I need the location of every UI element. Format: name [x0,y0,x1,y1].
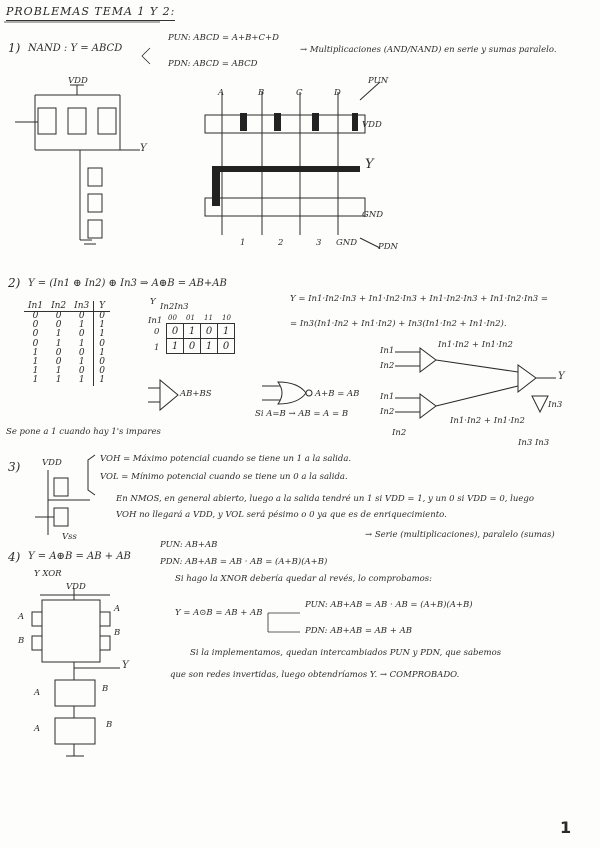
p4-pun: PUN: AB+AB [160,540,218,550]
gate-y: Y [558,371,565,382]
truth-cell: 1 [55,338,62,349]
truth-cell: 0 [94,312,110,322]
layout-pun-label: PUN [368,76,389,86]
p4-serie: → Serie (multiplicaciones), paralelo (sumas) [365,530,555,540]
layout-pdn-label: PDN [378,242,398,252]
tt-header-y: Y [94,301,110,312]
kmap-col-01: 01 [186,314,195,322]
truth-cell: 0 [78,311,85,321]
kmap-row [167,339,235,354]
truth-cell: 1 [55,366,62,377]
gate-in-1: In1 [380,346,395,356]
p2-label: Y = (In1 ⊕ In2) ⊕ In3 ⇒ A⊕B = AB+AB [28,278,227,289]
truth-cell: 0 [32,329,39,340]
kmap-cell: 1 [201,339,218,354]
p3-number: 3) [8,460,21,474]
kmap-y: Y [150,297,156,307]
truth-cell: 1 [32,375,39,386]
tt-header-in3: In3 [70,301,94,312]
karnaugh-map [166,323,235,354]
truth-cell: 0 [78,347,85,358]
p4-letter-b3: B [102,684,109,694]
layout-top-a: A [218,88,225,98]
p4-letter-a1: A [18,612,25,622]
kmap-cell: 1 [167,339,184,354]
kmap-corner: In2In3 [160,302,189,312]
p4-concl2: que son redes invertidas, luego obtendríamos Y. → COMPROBADO. [170,670,460,680]
kmap-row-1: 1 [154,343,160,353]
p4-number: 4) [8,550,21,564]
p4-y: Y [122,660,129,671]
layout-bottom-2: 2 [278,238,284,248]
truth-cell: 1 [94,321,110,330]
p3-voh: VOH = Máximo potencial cuando se tiene un 1 a la salida. [100,454,352,464]
p4-pdn: PDN: AB+AB = AB · AB = (A+B)(A+B) [160,557,328,567]
p4-pdn2: PDN: AB+AB = AB + AB [305,626,412,636]
tt-header-in1: In1 [24,301,47,312]
truth-cell: 0 [78,366,85,377]
page-title: PROBLEMAS TEMA 1 Y 2: [6,5,175,21]
p1-nand-label: NAND : Y = ABCD [28,43,123,54]
truth-cell: 1 [94,330,110,339]
kmap-cell: 0 [218,339,235,354]
layout-vdd-label: VDD [362,120,382,130]
truth-cell: 1 [32,357,39,368]
kmap-cell: 0 [201,324,218,339]
layout-top-b: B [258,88,265,98]
truth-cell: 0 [94,340,110,349]
kmap-cell: 1 [218,324,235,339]
truth-cell: 0 [94,358,110,367]
truth-cell: 0 [55,311,62,321]
p1-vdd: VDD [68,76,88,86]
page-number: 1 [560,818,572,837]
p1-note: → Multiplicaciones (AND/NAND) en serie y sumas paralelo. [300,45,557,55]
p4-letter-b1: B [18,636,25,646]
gate-in-4: In2 [380,407,395,417]
p4-letter-b4: B [106,720,113,730]
truth-cell: 0 [94,367,110,376]
p4-label: Y = A⊕B = AB + AB [28,551,131,562]
layout-top-c: C [296,88,303,98]
gate-out-top: In1·In2 + In1·In2 [438,340,513,350]
p3-vdd: VDD [42,458,62,468]
kmap-col-11: 11 [204,314,213,322]
p2-comment: Se pone a 1 cuando hay 1's impares [6,427,161,437]
p4-xnor-intro: Si hago la XNOR debería quedar al revés, lo comprobamos: [175,574,432,584]
gate-in3-pair: In3 In3 [518,438,550,448]
p4-letter-a2: A [114,604,121,614]
truth-cell: 1 [32,366,39,377]
p4-vdd: VDD [66,582,86,592]
gate-in-3: In1 [380,392,395,402]
layout-bottom-1: 1 [240,238,246,248]
p2-number: 2) [8,276,21,290]
truth-cell: 1 [94,349,110,358]
p4-letter-a3: A [34,688,41,698]
p4-xor: Y XOR [34,569,62,579]
gate-in-5: In2 [392,428,407,438]
gate-in3: In3 [548,400,563,410]
truth-cell: 0 [32,320,39,331]
truth-cell: 1 [55,375,62,386]
truth-cell: 1 [78,320,85,331]
kmap-col-10: 10 [222,314,231,322]
kmap-cell: 0 [167,324,184,339]
truth-cell: 0 [32,338,39,349]
truth-cell: 0 [55,347,62,358]
truth-cell: 0 [55,357,62,368]
truth-cell: 1 [78,357,85,368]
truth-table [24,301,110,386]
layout-y-label: Y [365,157,374,172]
p3-vol: VOL = Mínimo potencial cuando se tiene un 0 a la salida. [100,472,348,482]
truth-cell: 1 [94,376,110,385]
layout-gnd-label: GND [362,210,384,220]
kmap-row-0: 0 [154,327,160,337]
kmap-left: In1 [148,316,163,326]
p4-concl1: Si la implementamos, quedan intercambiados PUN y PDN, que sabemos [190,648,502,658]
truth-cell: 1 [32,347,39,358]
p2-gate1-out: AB+BS [180,389,212,399]
kmap-cell: 1 [184,324,201,339]
p1-number: 1) [8,41,21,55]
truth-cell: 0 [55,320,62,331]
p4-xnor-eq: Y = A⊙B = AB + AB [175,608,263,618]
truth-cell: 1 [55,329,62,340]
kmap-row [167,324,235,339]
p1-pun-eq: PUN: ABCD = A+B+C+D [168,33,279,43]
p1-pdn-eq: PDN: ABCD = ABCD [168,59,258,69]
truth-row [24,376,110,385]
p2-si-note: Si A=B → AB = A = B [255,409,349,419]
layout-top-d: D [334,88,341,98]
gate-out-bottom: In1·In2 + In1·In2 [450,416,525,426]
layout-bottom-gnd: GND [336,238,358,248]
kmap-cell: 0 [184,339,201,354]
truth-cell: 1 [78,338,85,349]
tt-header-in2: In2 [47,301,70,312]
p4-letter-a4: A [34,724,41,734]
kmap-col-00: 00 [168,314,177,322]
p1-y-out: Y [140,143,147,154]
truth-cell: 1 [78,375,85,386]
p3-note1: En NMOS, en general abierto, luego a la salida tendré un 1 si VDD = 1, y un 0 si VDD = 0, luego [116,494,534,504]
p3-note2: VOH no llegará a VDD, y VOL será pésimo o 0 ya que es de enriquecimiento. [116,510,447,520]
p2-eq2: = In3(In1·In2 + In1·In2) + In3(In1·In2 + In1·In2). [290,319,507,329]
gate-in-2: In2 [380,361,395,371]
layout-bottom-3: 3 [316,238,322,248]
p2-eq1: Y = In1·In2·In3 + In1·In2·In3 + In1·In2·In3 + In1·In2·In3 = [290,294,549,304]
truth-cell: 0 [32,311,39,321]
p3-vss: Vss [62,532,77,542]
p2-gate2-out: A+B = AB [315,389,360,399]
truth-cell: 0 [78,329,85,340]
p4-letter-b2: B [114,628,121,638]
p4-pun2: PUN: AB+AB = AB · AB = (A+B)(A+B) [305,600,473,610]
